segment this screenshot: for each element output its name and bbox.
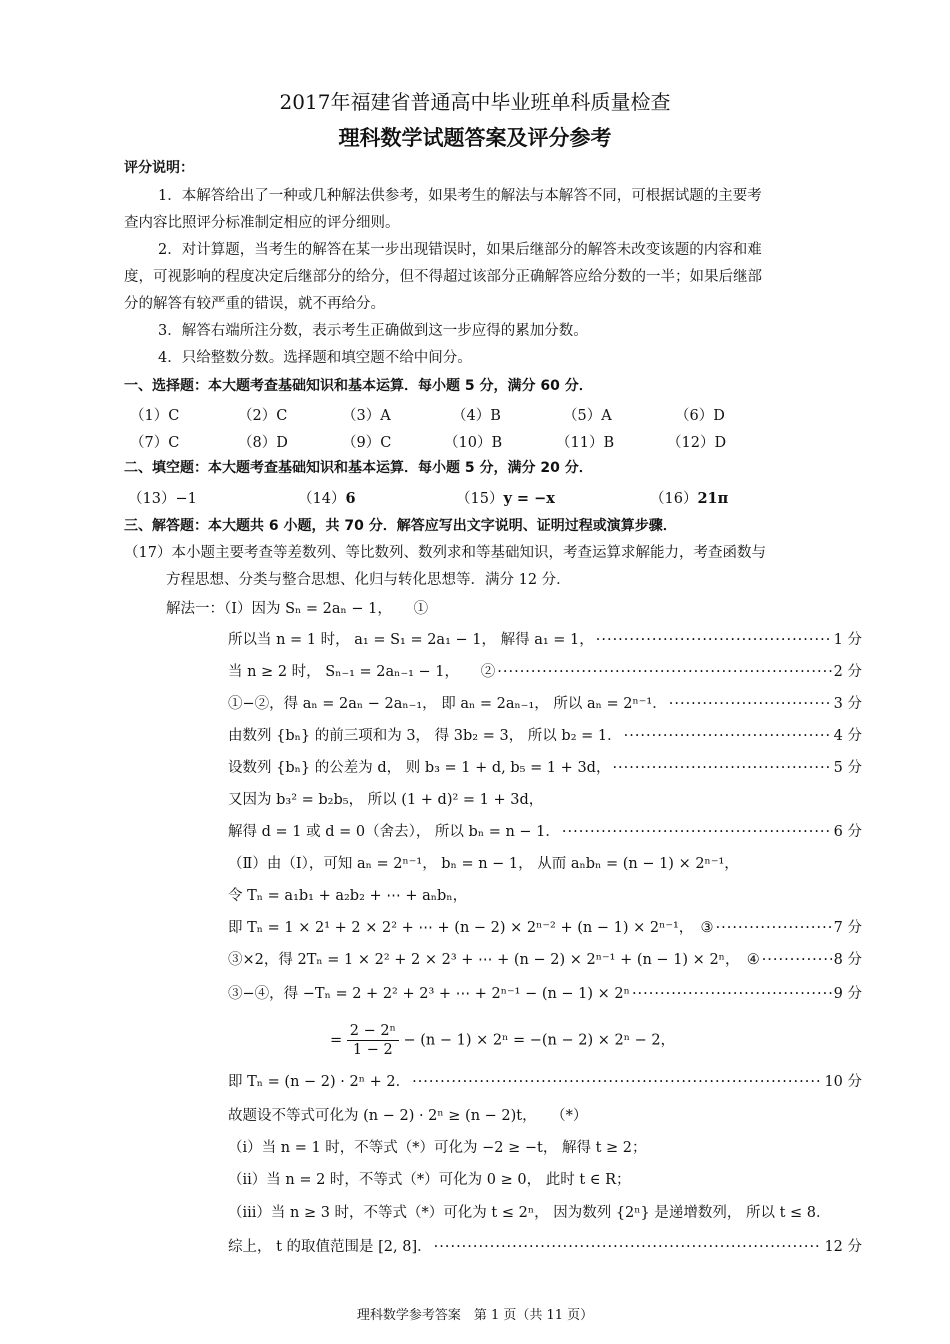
solution-step: 即 Tₙ = 1 × 2¹ + 2 × 2² + ⋯ + (n − 2) × 2ⁿ⁻² + (n − 1) × 2ⁿ⁻¹， ③ ····· 7 分 [228, 918, 862, 938]
mc-answer: （8）D [238, 435, 288, 451]
mc-answer: （1）C [130, 408, 180, 424]
fill-answer: （13）−1 [128, 491, 197, 507]
fill-answer: （15）y = −x [456, 490, 555, 507]
mc-answer: （2）C [238, 408, 288, 424]
mc-answer: （7）C [130, 435, 180, 451]
method-one: 解法一：（Ⅰ）因为 Sₙ = 2aₙ − 1， ① [166, 601, 429, 617]
solution-step: 由数列 {bₙ} 的前三项和为 3， 得 3b₂ = 3， 所以 b₂ = 1． ····· 4 分 [228, 726, 862, 746]
note-line: 1．本解答给出了一种或几种解法供参考，如果考生的解法与本解答不同，可根据试题的主要考 [158, 188, 762, 204]
note-line: 分的解答有较严重的错误，就不再给分。 [124, 296, 385, 312]
fraction-rest: − (n − 1) × 2ⁿ = −(n − 2) × 2ⁿ − 2， [403, 1032, 676, 1049]
section-fill-heading: 二、填空题：本大题考查基础知识和基本运算．每小题 5 分，满分 20 分． [124, 460, 593, 476]
fraction-numerator: 2 − 2ⁿ [347, 1022, 399, 1041]
solution-step: ③×2，得 2Tₙ = 1 × 2² + 2 × 2³ + ⋯ + (n − 2) × 2ⁿ⁻¹ + (n − 1) × 2ⁿ， ④ ····· 8 分 [228, 950, 862, 970]
mc-answer: （12）D [667, 435, 727, 451]
fill-answer: （14）6 [298, 490, 356, 507]
solution-step: 设数列 {bₙ} 的公差为 d， 则 b₃ = 1 + d, b₅ = 1 + 3d， ····· 5 分 [228, 758, 862, 778]
note-line: 查内容比照评分标准制定相应的评分细则。 [124, 215, 400, 231]
page-subtitle: 理科数学试题答案及评分参考 [338, 126, 612, 150]
mc-answer: （5）A [563, 408, 612, 424]
solution-step: （ⅲ）当 n ≥ 3 时，不等式（*）可化为 t ≤ 2ⁿ， 因为数列 {2ⁿ} 是递增数列， 所以 t ≤ 8． [228, 1205, 831, 1221]
solution-step: 当 n ≥ 2 时， Sₙ₋₁ = 2aₙ₋₁ − 1， ② ····· 2 分 [228, 662, 862, 682]
fill-answer: （16）21π [650, 490, 729, 507]
mc-answer: （11）B [556, 435, 615, 451]
solution-step: 解得 d = 1 或 d = 0（舍去）， 所以 bₙ = n − 1． ····· 6 分 [228, 822, 862, 842]
fraction-equation: = $\frac{\text{2 − 2ⁿ}}{1 - 2}$ − (n − 1) × 2ⁿ = −(n − 2) × 2ⁿ − 2， [330, 1023, 676, 1058]
note-line: 4．只给整数分数。选择题和填空题不给中间分。 [158, 350, 472, 366]
section-choice-heading: 一、选择题：本大题考查基础知识和基本运算．每小题 5 分，满分 60 分． [124, 378, 593, 394]
mc-answer: （9）C [342, 435, 392, 451]
solution-step: 令 Tₙ = a₁b₁ + a₂b₂ + ⋯ + aₙbₙ， [228, 888, 468, 904]
mc-answer: （4）B [452, 408, 501, 424]
note-line: 2．对计算题，当考生的解答在某一步出现错误时，如果后继部分的解答未改变该题的内容和难 [158, 242, 762, 258]
solution-step: 所以当 n = 1 时， a₁ = S₁ = 2a₁ − 1， 解得 a₁ = 1， ····· 1 分 [228, 630, 862, 650]
note-line: 3．解答右端所注分数，表示考生正确做到这一步应得的累加分数。 [158, 323, 588, 339]
solution-step: 即 Tₙ = (n − 2) · 2ⁿ + 2． ····· 10 分 [228, 1072, 862, 1092]
solution-step: （ⅱ）当 n = 2 时，不等式（*）可化为 0 ≥ 0， 此时 t ∈ R； [228, 1172, 631, 1188]
solution-step: 又因为 b₃² = b₂b₅， 所以 (1 + d)² = 1 + 3d， [228, 792, 544, 808]
solution-step: 故题设不等式可化为 (n − 2) · 2ⁿ ≥ (n − 2)t， （*） [228, 1108, 588, 1124]
fraction-denominator: 1 − 2 [352, 1042, 393, 1058]
solution-step: （Ⅱ）由（Ⅰ），可知 aₙ = 2ⁿ⁻¹， bₙ = n − 1， 从而 aₙbₙ = (n − 1) × 2ⁿ⁻¹， [228, 856, 739, 872]
q17-intro: （17）本小题主要考查等差数列、等比数列、数列求和等基础知识，考查运算求解能力，考查函数与 [124, 545, 766, 561]
page-footer: 理科数学参考答案 第 1 页（共 11 页） [356, 1308, 594, 1323]
mc-answer: （3）A [342, 408, 391, 424]
q17-intro: 方程思想、分类与整合思想、化归与转化思想等．满分 12 分． [166, 572, 571, 588]
page-title: 2017年福建省普通高中毕业班单科质量检查 [279, 90, 671, 114]
section-solve-heading: 三、解答题：本大题共 6 小题，共 70 分．解答应写出文字说明、证明过程或演算步骤． [124, 518, 677, 534]
mc-answer: （6）D [675, 408, 725, 424]
note-line: 度，可视影响的程度决定后继部分的给分，但不得超过该部分正确解答应给分数的一半；如果后继部 [124, 269, 762, 285]
solution-step: ③−④，得 −Tₙ = 2 + 2² + 2³ + ⋯ + 2ⁿ⁻¹ − (n − 1) × 2ⁿ ····· 9 分 [228, 984, 862, 1004]
solution-step: （ⅰ）当 n = 1 时，不等式（*）可化为 −2 ≥ −t， 解得 t ≥ 2； [228, 1140, 647, 1156]
solution-step: 综上， t 的取值范围是 [2, 8]． ····· 12 分 [228, 1237, 862, 1257]
solution-step: ①−②，得 aₙ = 2aₙ − 2aₙ₋₁， 即 aₙ = 2aₙ₋₁， 所以 aₙ = 2ⁿ⁻¹． ····· 3 分 [228, 694, 862, 714]
mc-answer: （10）B [444, 435, 503, 451]
notes-heading: 评分说明： [124, 160, 194, 176]
